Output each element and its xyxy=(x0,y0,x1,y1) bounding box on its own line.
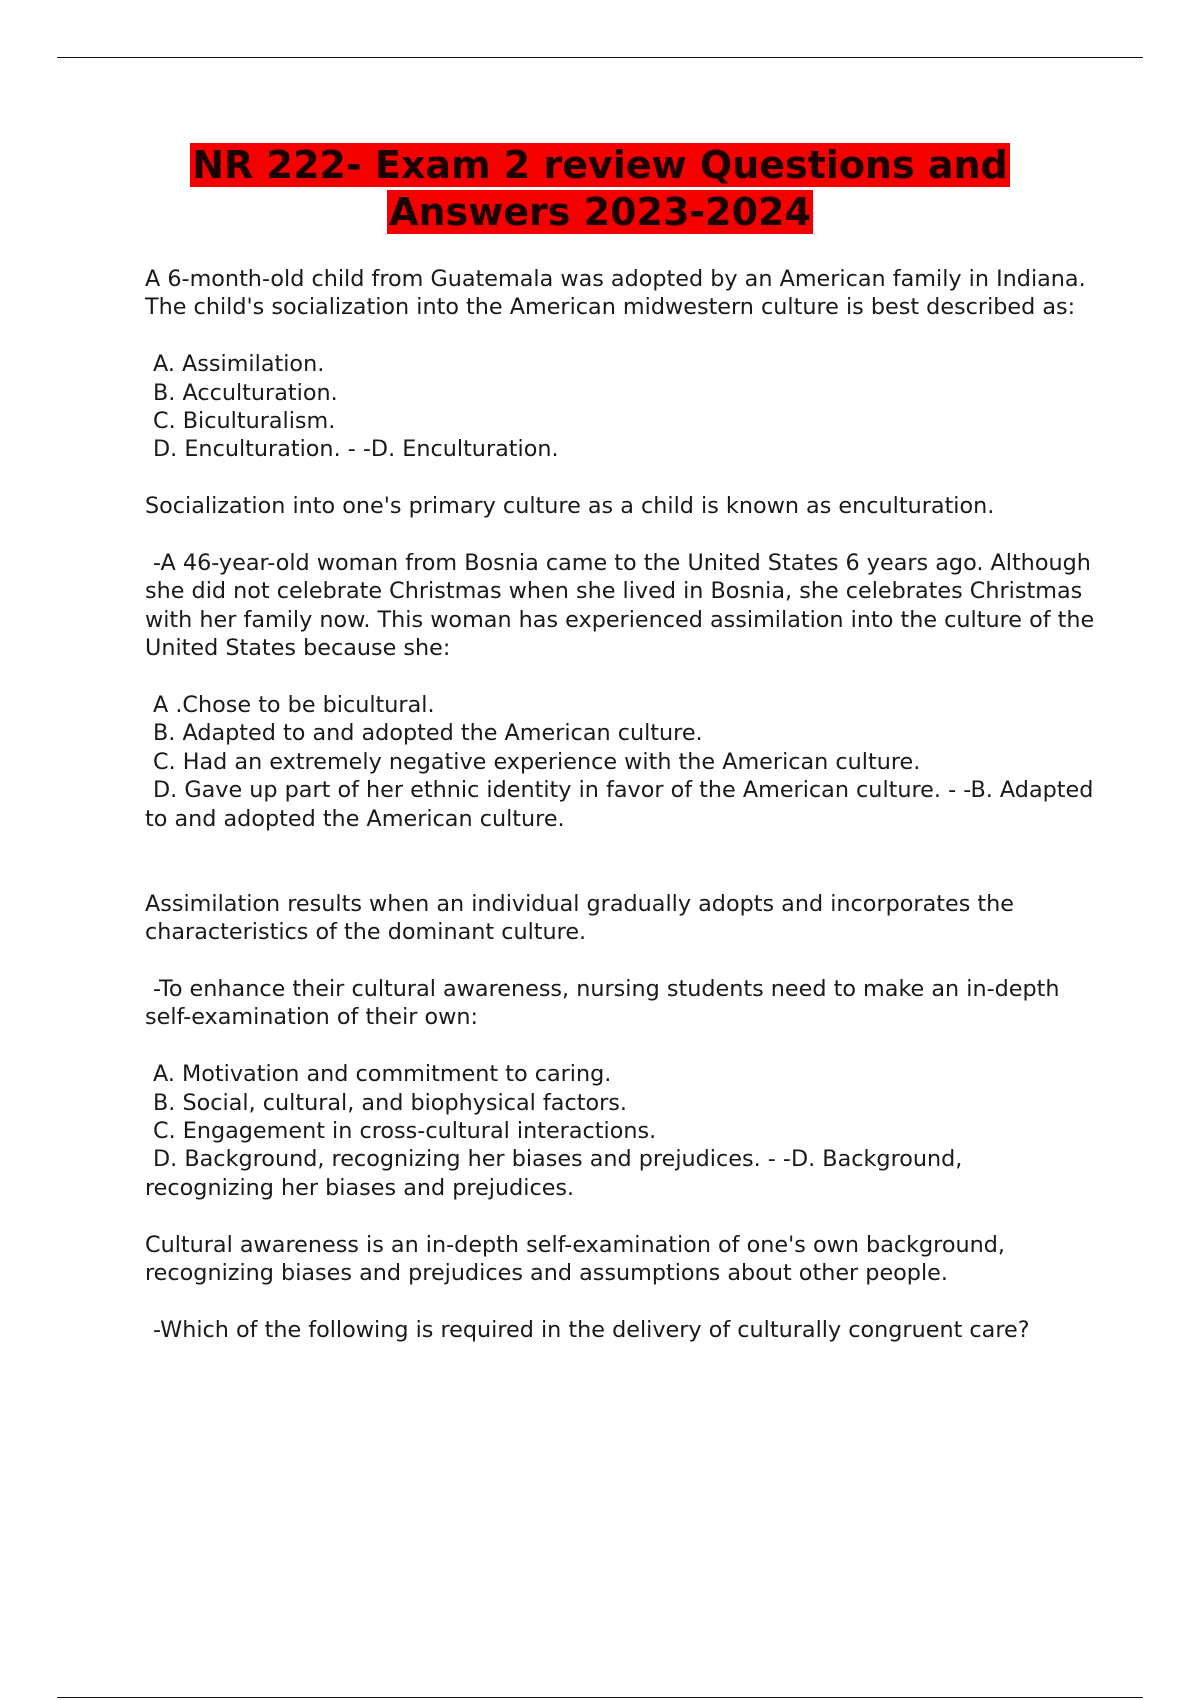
question-1-stem: A 6-month-old child from Guatemala was adopted by an American family in Indiana. The child's socialization into the American midwestern culture is best described as: xyxy=(145,266,1086,321)
question-2-rationale: Assimilation results when an individual gradually adopts and incorporates the characteristics of the dominant culture. xyxy=(145,890,1014,946)
question-2-option-c: C. Had an extremely negative experience with the American culture. xyxy=(153,748,921,775)
question-3-option-b: B. Social, cultural, and biophysical factors. xyxy=(153,1089,627,1116)
bottom-rule xyxy=(57,1697,1143,1698)
question-4-stem: -Which of the following is required in the delivery of culturally congruent care? xyxy=(153,1316,1030,1343)
question-2-option-d: D. Gave up part of her ethnic identity in favor of the American culture. - -B. Adapted to and adopted the American culture. xyxy=(145,777,1094,832)
question-1-option-a: A. Assimilation. xyxy=(153,351,325,378)
question-3-rationale: Cultural awareness is an in-depth self-examination of one's own background, recognizing biases and prejudices and assumptions about other people. xyxy=(145,1231,1006,1287)
title-line-1: NR 222- Exam 2 review Questions and xyxy=(192,143,1008,187)
title-line-2: Answers 2023-2024 xyxy=(389,190,811,234)
question-3-option-c: C. Engagement in cross-cultural interactions. xyxy=(153,1118,657,1145)
question-1-rationale: Socialization into one's primary culture as a child is known as enculturation. xyxy=(145,493,995,520)
top-rule xyxy=(57,57,1143,58)
question-1-option-c: C. Biculturalism. xyxy=(153,408,336,435)
document-body xyxy=(145,265,1095,1344)
question-3-option-d: D. Background, recognizing her biases and prejudices. - -D. Background, recognizing her biases and prejudices. xyxy=(145,1146,963,1201)
question-2-option-a: A .Chose to be bicultural. xyxy=(153,692,435,719)
page-title xyxy=(0,142,1200,236)
question-1-option-b: B. Acculturation. xyxy=(153,379,338,406)
question-3-option-a: A. Motivation and commitment to caring. xyxy=(153,1061,612,1088)
question-2-stem: -A 46-year-old woman from Bosnia came to the United States 6 years ago. Although she did not celebrate Christmas when she lived in Bosnia, she celebrates Christmas with her family now. This woman has experienced assimilation into the culture of the United States because she: xyxy=(145,550,1095,662)
question-2-option-b: B. Adapted to and adopted the American culture. xyxy=(153,720,703,747)
question-1-option-d: D. Enculturation. - -D. Enculturation. xyxy=(153,436,559,463)
question-3-stem: -To enhance their cultural awareness, nursing students need to make an in-depth self-examination of their own: xyxy=(145,976,1060,1031)
